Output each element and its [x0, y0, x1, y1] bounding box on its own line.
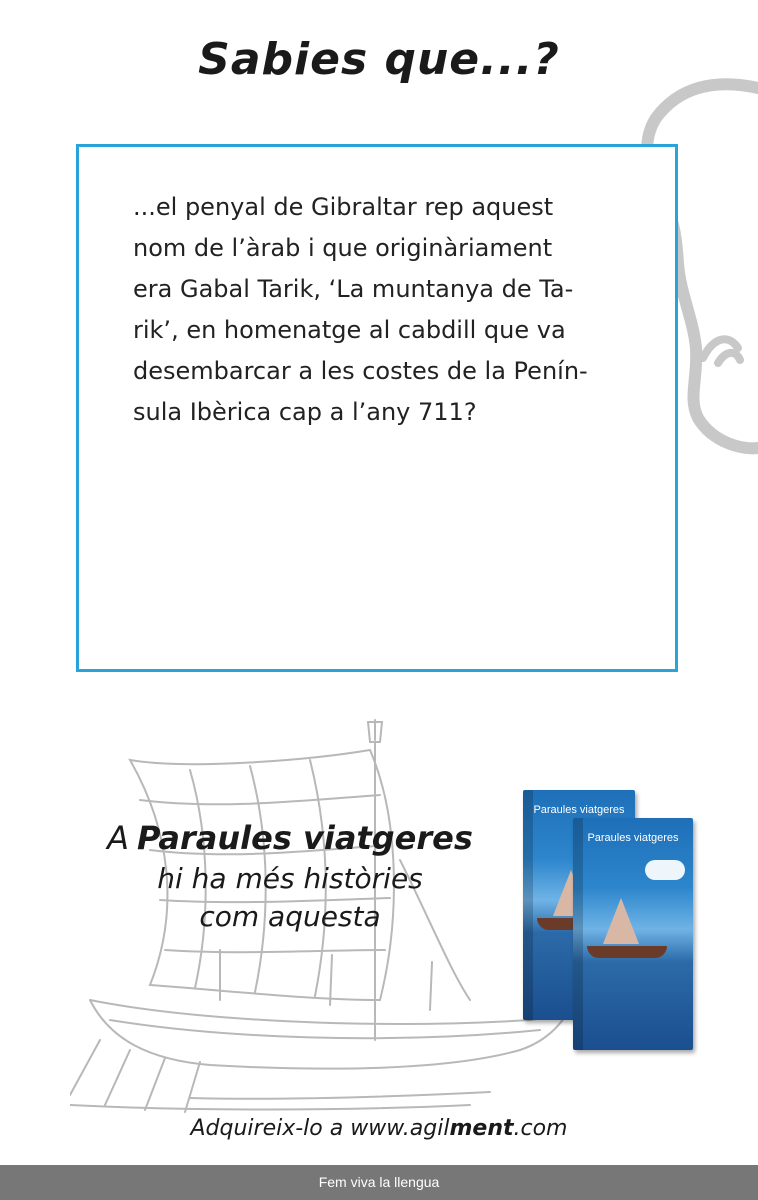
fact-line: desembarcar a les costes de la Penín- — [133, 357, 588, 385]
promo-prefix: A — [107, 819, 129, 857]
promo-book-title: Paraules viatgeres — [137, 819, 473, 857]
promo-line-3: com aquesta — [199, 900, 381, 933]
buy-text-bold: ment — [449, 1116, 514, 1141]
book-cover-front — [573, 818, 693, 1050]
buy-text-end: .com — [513, 1116, 568, 1141]
footer-bar — [0, 1165, 758, 1200]
purchase-line — [0, 1116, 758, 1141]
fact-line: rik’, en homenatge al cabdill que va — [133, 316, 566, 344]
fact-line: nom de l’àrab i que originàriament — [133, 234, 553, 262]
book-covers-image — [515, 782, 679, 1062]
page-title: Sabies que...? — [198, 34, 560, 85]
buy-text: Adquireix-lo a www.agil — [190, 1116, 450, 1141]
promo-line-2: hi ha més històries — [157, 862, 423, 895]
fact-line: sula Ibèrica cap a l’any 711? — [133, 398, 477, 426]
book-cover-title: Paraules viatgeres — [533, 804, 625, 816]
fact-line: ...el penyal de Gibraltar rep aquest — [133, 193, 554, 221]
book-cover-title: Paraules viatgeres — [587, 832, 679, 844]
footer-text: Fem viva la llengua — [318, 1174, 440, 1190]
fact-text — [133, 187, 623, 433]
fact-line: era Gabal Tarik, ‘La muntanya de Ta- — [133, 275, 574, 303]
fact-box — [76, 144, 678, 672]
promo-text — [60, 816, 520, 936]
